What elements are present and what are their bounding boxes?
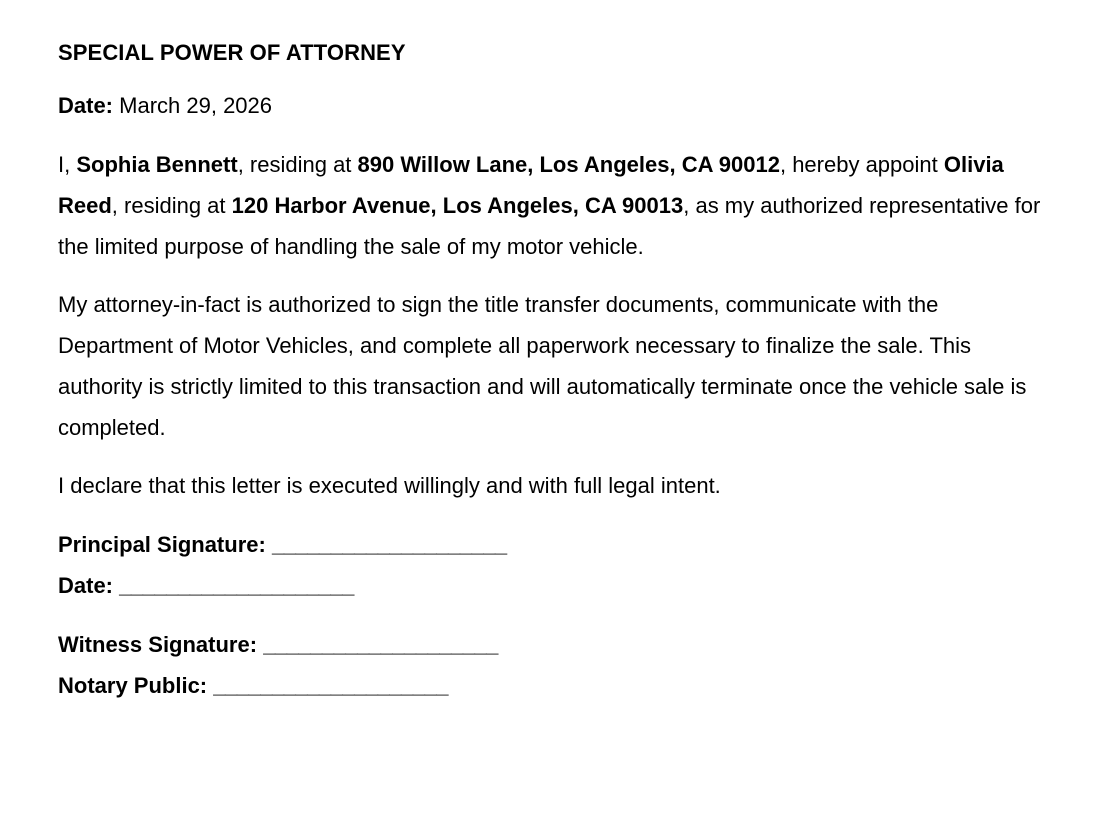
witness-signature-rule[interactable]: ____________________ — [263, 632, 498, 657]
principal-signature-line — [58, 524, 1046, 565]
appointment-residing-2: , residing at — [111, 193, 232, 218]
agent-name: Olivia Reed — [58, 152, 1004, 218]
principal-signature-rule[interactable]: ____________________ — [271, 532, 507, 557]
principal-date-line — [58, 565, 1046, 606]
principal-date-rule[interactable]: ____________________ — [119, 573, 354, 598]
appointment-intro: I, — [58, 152, 77, 177]
notary-public-rule[interactable]: ____________________ — [213, 673, 448, 698]
notary-public-label: Notary Public: — [58, 673, 208, 698]
document-date-line — [58, 90, 1046, 122]
appointment-paragraph — [58, 144, 1046, 267]
date-label: Date: — [58, 93, 114, 118]
appointment-residing-1: , residing at — [237, 152, 358, 177]
principal-date-label: Date: — [58, 573, 114, 598]
authority-paragraph: My attorney-in-fact is authorized to sign the title transfer documents, communicate with the Department of Motor Vehicles, and complete all paperwork necessary to finalize the sale. This authority is strictly limited to this transaction and will automatically terminate once the vehicle sale is completed. — [58, 292, 1027, 440]
principal-name: Sophia Bennett — [76, 152, 238, 177]
date-value: March 29, 2026 — [119, 93, 273, 118]
witness-signature-line — [58, 624, 1046, 665]
appointment-tail: , as my authorized representative for the limited purpose of handling the sale of my motor vehicle. — [58, 193, 1041, 259]
agent-address: 120 Harbor Avenue, Los Angeles, CA 90013 — [231, 193, 684, 218]
appointment-hereby: , hereby appoint — [779, 152, 944, 177]
witness-signature-label: Witness Signature: — [58, 632, 258, 657]
principal-address: 890 Willow Lane, Los Angeles, CA 90012 — [357, 152, 780, 177]
signature-block — [58, 524, 1046, 706]
declaration-paragraph: I declare that this letter is executed willingly and with full legal intent. — [58, 473, 721, 498]
page-title: SPECIAL POWER OF ATTORNEY — [58, 40, 406, 65]
signature-group-divider — [58, 606, 1046, 624]
principal-signature-label: Principal Signature: — [58, 532, 266, 557]
notary-public-line — [58, 665, 1046, 706]
